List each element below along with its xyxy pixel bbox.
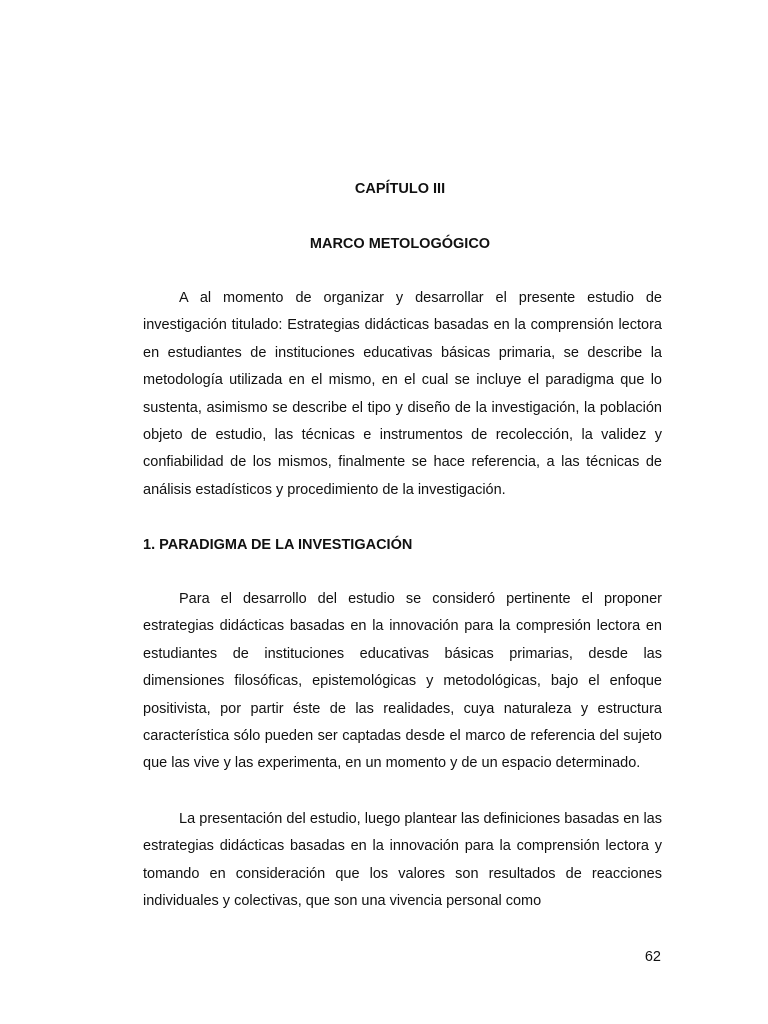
- page-number: 62: [644, 949, 661, 965]
- chapter-label: CAPÍTULO III: [354, 181, 446, 197]
- body-paragraph: La presentación del estudio, luego plantear las definiciones basadas en las estrategias didácticas basadas en la innovación para la comprensión lectora y tomando en consideración que los valores son resultados de reacciones individuales y colectivas, que son una vivencia personal como: [143, 811, 662, 910]
- body-paragraph: Para el desarrollo del estudio se consideró pertinente el proponer estrategias didácticas basadas en la innovación para la compresión lectora en estudiantes de instituciones educativas básicas primarias, desde las dimensiones filosóficas, epistemológicas y metodológicas, bajo el enfoque positivista, por partir éste de las realidades, cuya naturaleza y estructura característica sólo pueden ser captadas desde el marco de referencia del sujeto que las vive y las experimenta, en un momento y de un espacio determinado.: [143, 591, 662, 772]
- chapter-title: MARCO METOLOGÓGICO: [309, 236, 491, 252]
- intro-paragraph: A al momento de organizar y desarrollar el presente estudio de investigación titulado: Estrategias didácticas basadas en la comprensión lectora en estudiantes de instituciones educativas básicas primaria, se describe la metodología utilizada en el mismo, en el cual se incluye el paradigma que lo sustenta, asimismo se describe el tipo y diseño de la investigación, la población objeto de estudio, las técnicas e instrumentos de recolección, la validez y confiabilidad de los mismos, finalmente se hace referencia, a las técnicas de análisis estadísticos y procedimiento de la investigación.: [143, 290, 662, 498]
- section-heading: 1. PARADIGMA DE LA INVESTIGACIÓN: [143, 537, 413, 553]
